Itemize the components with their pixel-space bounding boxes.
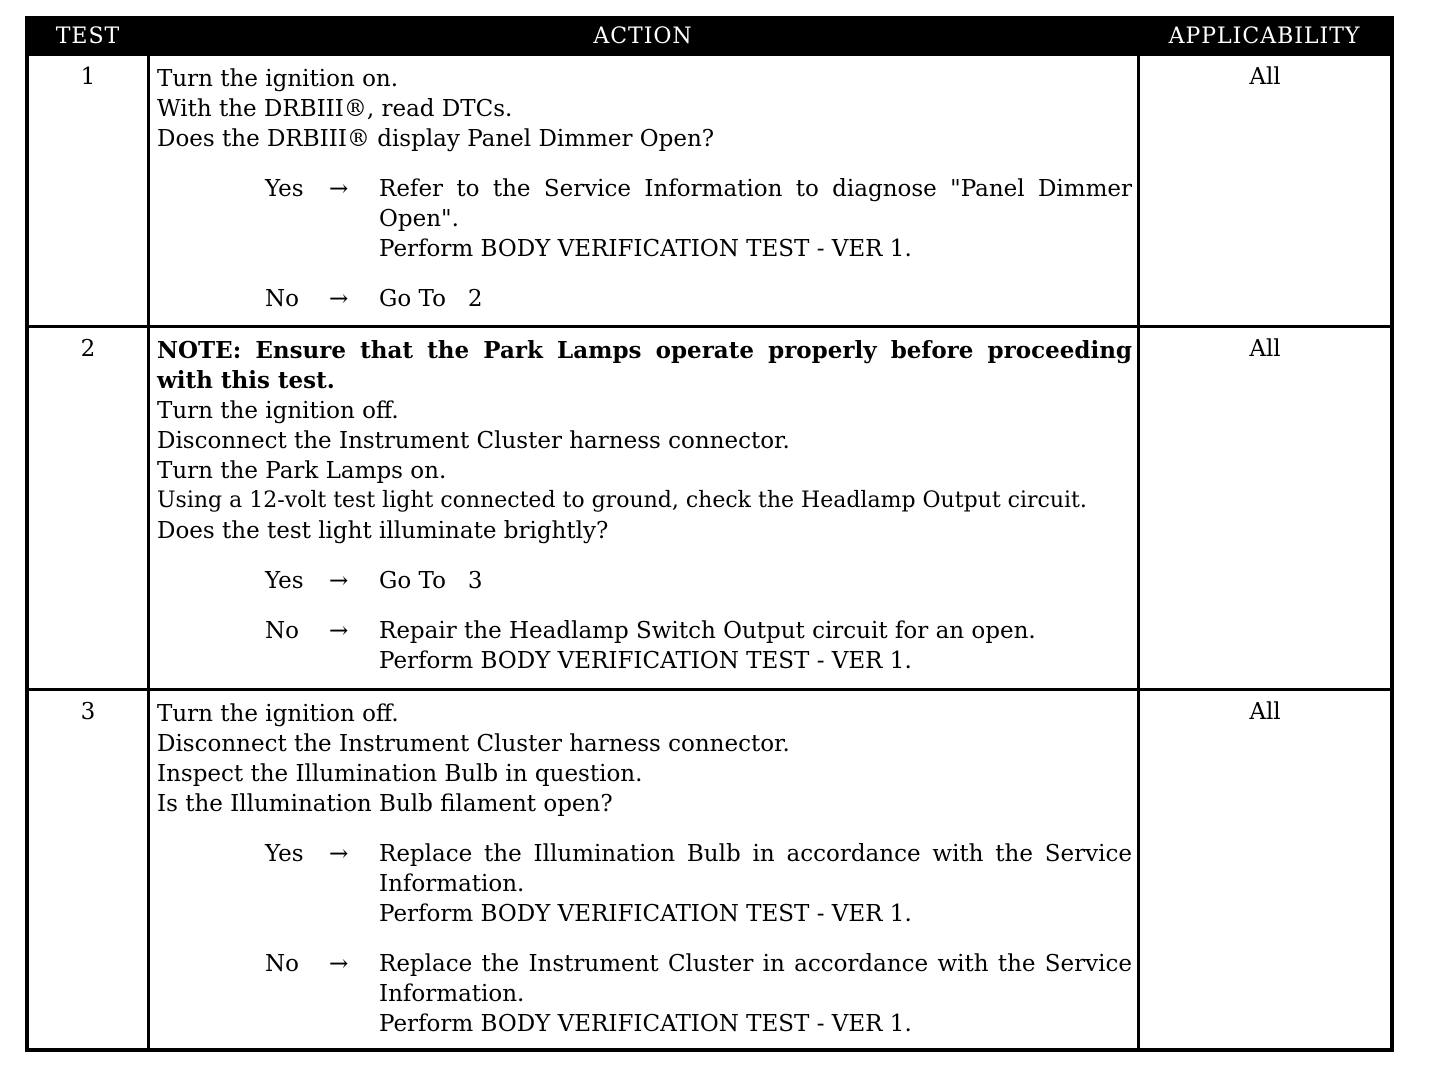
no-text-2: Perform BODY VERIFICATION TEST - VER 1. (379, 648, 912, 674)
arrow-icon: → (329, 951, 349, 977)
yes-text: Replace the Illumination Bulb in accordance with the Service Information. (379, 841, 1132, 897)
arrow-icon: → (329, 286, 349, 312)
yes-branch (157, 174, 1132, 264)
no-branch (157, 616, 1132, 676)
note-text: NOTE: Ensure that the Park Lamps operate properly before proceeding with this test. (157, 337, 1132, 394)
arrow-icon: → (329, 568, 349, 594)
no-text: Replace the Instrument Cluster in accordance with the Service Information. (379, 951, 1132, 1007)
table-row (29, 56, 1390, 328)
no-label: No (265, 951, 299, 977)
yes-branch (157, 839, 1132, 929)
action-line: Does the DRBIII® display Panel Dimmer Open? (157, 126, 715, 152)
no-text: Go To 2 (379, 286, 483, 312)
header-test: TEST (55, 24, 121, 49)
test-number: 3 (80, 699, 96, 725)
action-line: Turn the ignition off. (157, 398, 399, 424)
yes-text-2: Perform BODY VERIFICATION TEST - VER 1. (379, 901, 912, 927)
yes-label: Yes (265, 176, 304, 202)
action-line: Turn the Park Lamps on. (157, 458, 447, 484)
test-number: 2 (80, 336, 96, 362)
arrow-icon: → (329, 176, 349, 202)
no-branch (157, 949, 1132, 1039)
action-line: Inspect the Illumination Bulb in question. (157, 761, 643, 787)
table-row (29, 328, 1390, 691)
applicability-value: All (1249, 336, 1281, 362)
action-cell (157, 64, 1132, 314)
action-line: Turn the ignition on. (157, 66, 399, 92)
action-line: Disconnect the Instrument Cluster harness connector. (157, 731, 790, 757)
action-cell (157, 699, 1132, 1039)
action-line: Turn the ignition off. (157, 701, 399, 727)
applicability-value: All (1249, 699, 1281, 725)
arrow-icon: → (329, 618, 349, 644)
yes-label: Yes (265, 568, 304, 594)
applicability-value: All (1249, 64, 1281, 90)
table-header (29, 20, 1390, 56)
yes-label: Yes (265, 841, 304, 867)
action-line: With the DRBIII®, read DTCs. (157, 96, 513, 122)
action-line: Using a 12-volt test light connected to ground, check the Headlamp Output circuit. (157, 488, 1087, 513)
action-line: Does the test light illuminate brightly? (157, 518, 609, 544)
no-label: No (265, 618, 299, 644)
no-branch (157, 284, 1132, 314)
header-action: ACTION (593, 24, 693, 49)
action-line: Is the Illumination Bulb filament open? (157, 791, 613, 817)
action-line: Disconnect the Instrument Cluster harness connector. (157, 428, 790, 454)
yes-text-2: Perform BODY VERIFICATION TEST - VER 1. (379, 236, 912, 262)
test-number: 1 (80, 64, 96, 90)
diagnostic-table (25, 16, 1394, 1052)
yes-text: Refer to the Service Information to diagnose "Panel Dimmer Open". (379, 176, 1132, 232)
header-applicability: APPLICABILITY (1168, 24, 1361, 49)
yes-text: Go To 3 (379, 568, 483, 594)
no-text-2: Perform BODY VERIFICATION TEST - VER 1. (379, 1011, 912, 1037)
yes-branch (157, 566, 1132, 596)
no-label: No (265, 286, 299, 312)
action-cell (157, 336, 1132, 676)
table-row (29, 691, 1390, 1048)
no-text: Repair the Headlamp Switch Output circuit for an open. (379, 618, 1036, 644)
arrow-icon: → (329, 841, 349, 867)
